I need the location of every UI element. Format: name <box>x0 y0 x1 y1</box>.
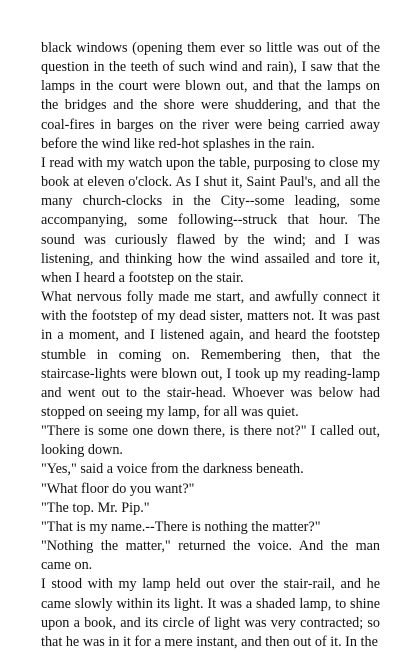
paragraph: "Yes," said a voice from the darkness beneath. <box>41 461 304 478</box>
page-text <box>41 39 380 652</box>
paragraph: "Nothing the matter," returned the voice. And the man came on. <box>41 538 380 574</box>
paragraph: "There is some one down there, is there not?" I called out, looking down. <box>41 423 380 459</box>
paragraph: black windows (opening them ever so little was out of the question in the teeth of such wind and rain), I saw that the lamps in the court were blown out, and that the lamps on the bridges and the shore were shuddering, and that the coal-fires in barges on the river were being carried away before the wind like red-hot splashes in the rain. <box>41 40 380 152</box>
paragraph: "That is my name.--There is nothing the matter?" <box>41 518 321 535</box>
paragraph: "The top. Mr. Pip." <box>41 499 150 516</box>
paragraph: I stood with my lamp held out over the stair-rail, and he came slowly within its light. It was a shaded lamp, to shine upon a book, and its circle of light was very contracted; so that he was in it for a mere instant, and then out of it. In the <box>41 576 380 650</box>
paragraph: What nervous folly made me start, and awfully connect it with the footstep of my dead sister, matters not. It was past in a moment, and I listened again, and heard the footstep stumble in coming on. Remembering then, that the staircase-lights were blown out, I took up my reading-lamp and went out to the stair-head. Whoever was below had stopped on seeing my lamp, for all was quiet. <box>41 289 380 420</box>
paragraph: I read with my watch upon the table, purposing to close my book at eleven o'clock. As I shut it, Saint Paul's, and all the many church-clocks in the City--some leading, some accompanying, some following--struck that hour. The sound was curiously flawed by the wind; and I was listening, and thinking how the wind assailed and tore it, when I heard a footstep on the stair. <box>41 154 380 286</box>
paragraph: "What floor do you want?" <box>41 480 195 497</box>
